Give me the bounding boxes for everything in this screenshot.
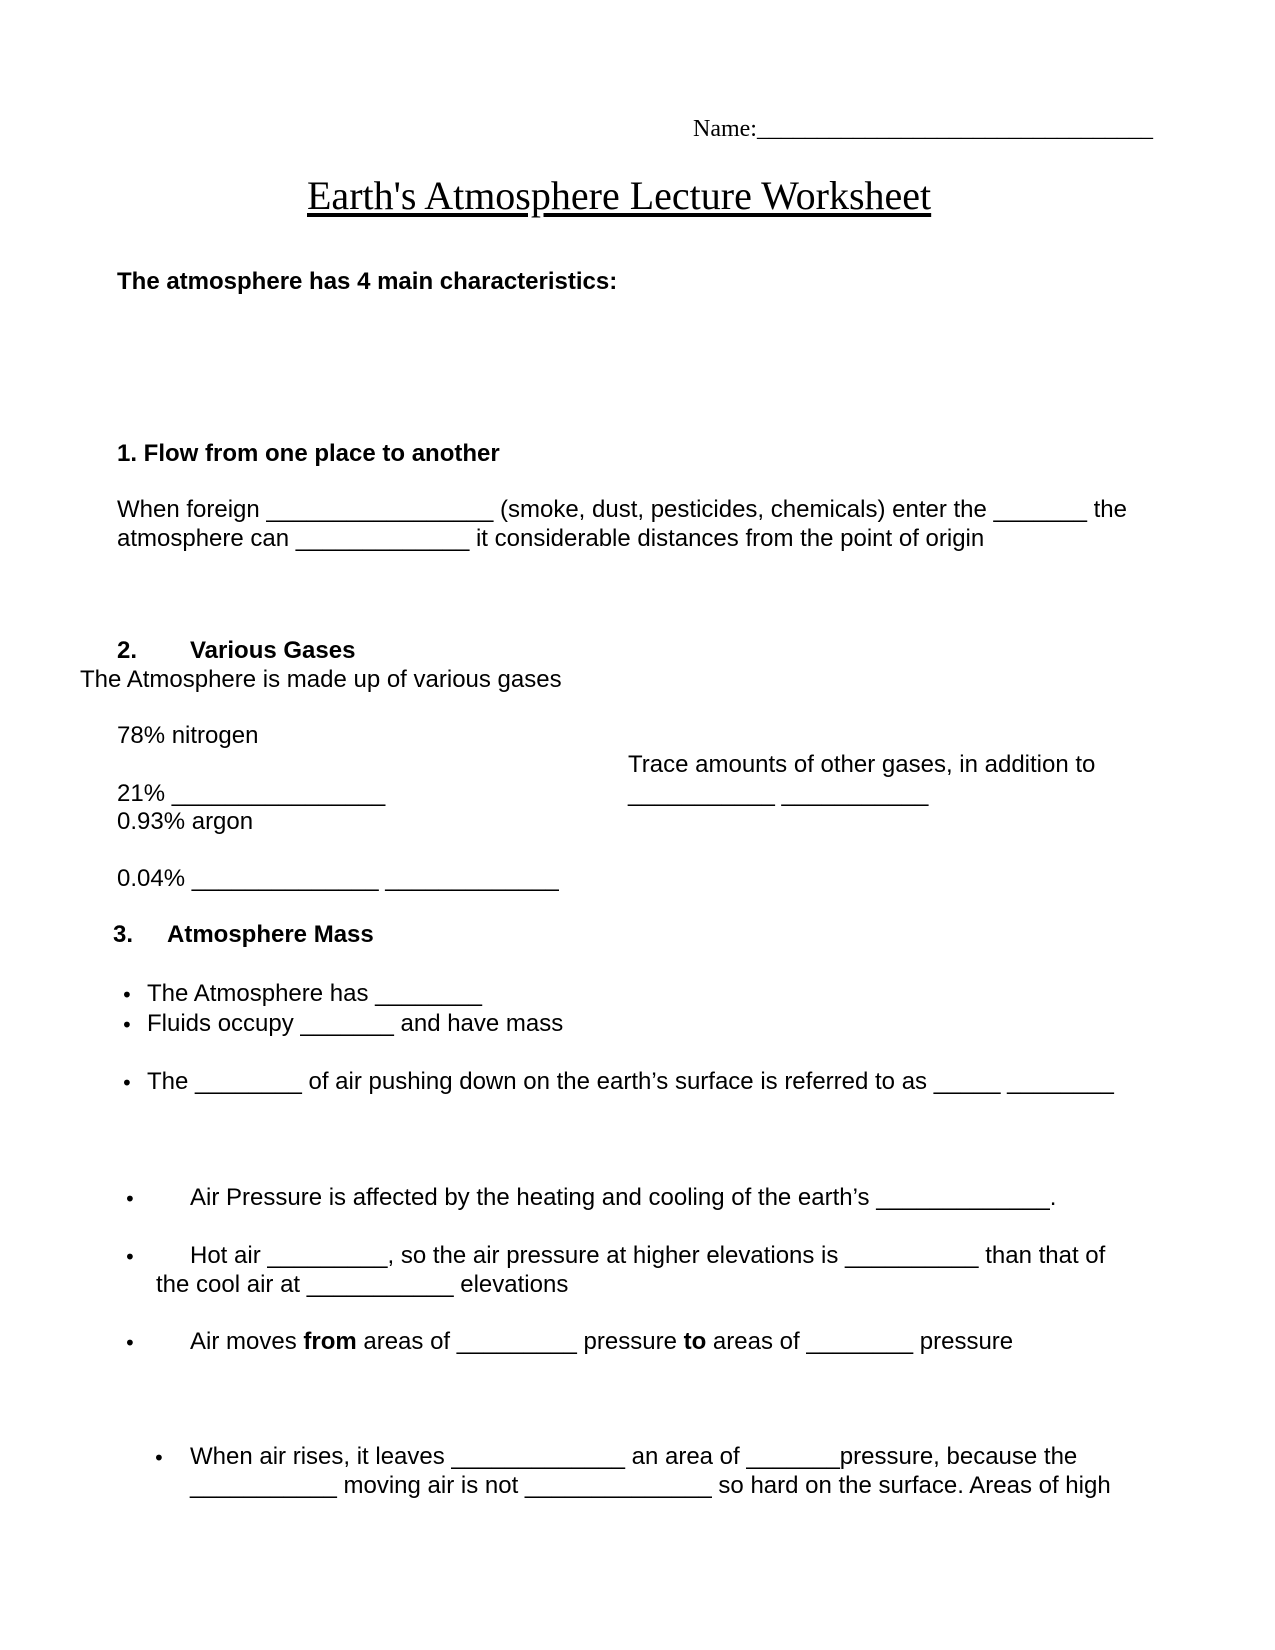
mass-bullet-4: Air Pressure is affected by the heating and cooling of the earth’s _____________.: [190, 1184, 1057, 1211]
bullet6-text-b: areas of _________ pressure: [356, 1328, 684, 1355]
gas-nitrogen: 78% nitrogen: [117, 722, 259, 749]
bullet6-from: from: [303, 1328, 357, 1355]
mass-bullet-2: Fluids occupy _______ and have mass: [147, 1010, 564, 1037]
bullet-dot: •: [124, 1245, 136, 1269]
bullet-dot: •: [121, 1013, 133, 1037]
trace-gases-line2: ___________ ___________: [628, 780, 929, 807]
page-title: Earth's Atmosphere Lecture Worksheet: [307, 173, 932, 218]
mass-bullet-5-line2: the cool air at ___________ elevations: [156, 1271, 569, 1298]
section2-number: 2.: [117, 637, 138, 664]
gas-argon: 0.93% argon: [117, 808, 254, 835]
trace-gases-line1: Trace amounts of other gases, in addition to: [628, 751, 1096, 778]
mass-bullet-3: The ________ of air pushing down on the earth’s surface is referred to as _____ ________: [147, 1068, 1114, 1095]
name-field-label: Name:_________________________________: [693, 116, 1153, 142]
bullet-dot: •: [121, 1071, 133, 1095]
bullet6-text-c: areas of ________ pressure: [706, 1328, 1014, 1355]
section3-heading: Atmosphere Mass: [167, 921, 374, 948]
gas-co2: 0.04% ______________ _____________: [117, 865, 559, 892]
mass-bullet-6: [190, 1328, 1013, 1356]
bullet-dot: •: [124, 1331, 136, 1355]
mass-bullet-7-line1: When air rises, it leaves _____________ an area of _______pressure, because the: [190, 1443, 1078, 1470]
bullet-dot: •: [153, 1446, 165, 1470]
section1-heading: 1. Flow from one place to another: [117, 440, 500, 467]
section3-number: 3.: [113, 921, 134, 948]
bullet6-to: to: [683, 1328, 707, 1355]
mass-bullet-5-line1: Hot air _________, so the air pressure at higher elevations is __________ than that of: [190, 1242, 1106, 1269]
bullet-dot: •: [124, 1187, 136, 1211]
intro-heading: The atmosphere has 4 main characteristics:: [117, 268, 618, 295]
section1-line2: atmosphere can _____________ it considerable distances from the point of origin: [117, 525, 985, 552]
gas-oxygen: 21% ________________: [117, 780, 386, 807]
section1-line1: When foreign _________________ (smoke, dust, pesticides, chemicals) enter the _______ the: [117, 496, 1127, 523]
bullet6-text-a: Air moves: [190, 1328, 304, 1355]
section2-subtitle: The Atmosphere is made up of various gases: [80, 666, 562, 693]
mass-bullet-1: The Atmosphere has ________: [147, 980, 482, 1007]
mass-bullet-7-line2: ___________ moving air is not ______________ so hard on the surface. Areas of high: [190, 1472, 1111, 1499]
bullet-dot: •: [121, 983, 133, 1007]
section2-heading: Various Gases: [190, 637, 356, 664]
